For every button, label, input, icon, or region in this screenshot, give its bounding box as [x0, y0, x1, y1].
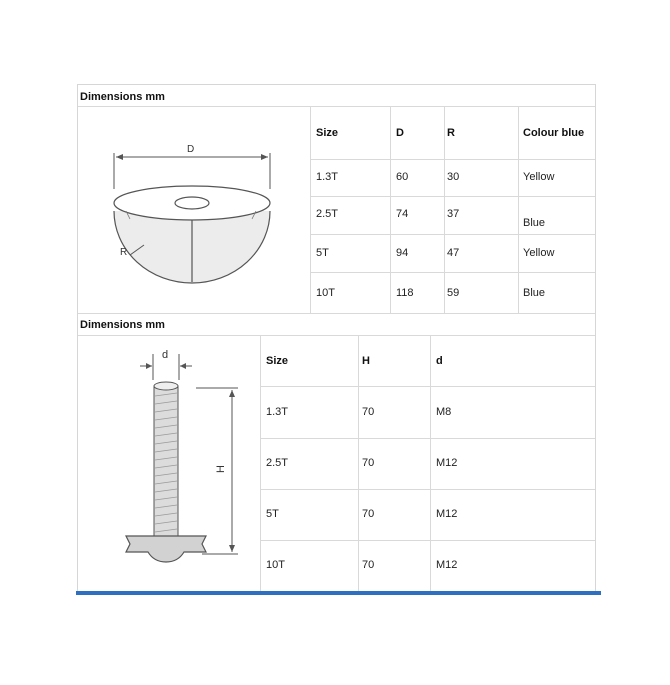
table-cell: Blue	[523, 287, 546, 299]
divider	[78, 313, 595, 314]
table-cell: 30	[447, 171, 460, 183]
r-dimension-label: R	[120, 247, 128, 258]
column-header: H	[362, 355, 370, 367]
accent-bar	[76, 591, 601, 595]
column-header: R	[447, 127, 455, 139]
column-header: Colour blue	[523, 127, 585, 139]
table-cell: M12	[436, 508, 458, 520]
h-dimension-label: H	[215, 465, 227, 473]
table-cell: 10T	[316, 287, 335, 299]
table-cell: 70	[362, 559, 375, 571]
d-dimension-label: d	[162, 349, 169, 361]
table-cell: M12	[436, 559, 458, 571]
table-cell: 1.3T	[316, 171, 339, 183]
table-cell: Yellow	[523, 171, 555, 183]
d-dimension-label: D	[187, 144, 195, 155]
table-cell: 5T	[266, 508, 279, 520]
table-cell: 70	[362, 508, 375, 520]
table-cell: 10T	[266, 559, 285, 571]
section2-title: Dimensions mm	[80, 319, 165, 331]
threaded-bolt-diagram	[78, 336, 258, 590]
section1-title: Dimensions mm	[80, 91, 165, 103]
table-cell: 5T	[316, 247, 329, 259]
column-header: Size	[316, 127, 339, 139]
divider	[260, 336, 261, 593]
divider	[310, 107, 311, 313]
column-header: d	[436, 355, 443, 367]
table-cell: 2.5T	[266, 457, 289, 469]
table-cell: 1.3T	[266, 406, 289, 418]
table-cell: 94	[396, 247, 409, 259]
table-cell: 74	[396, 208, 409, 220]
table-cell: M12	[436, 457, 458, 469]
table-cell: 70	[362, 457, 375, 469]
table-cell: 60	[396, 171, 409, 183]
table-cell: M8	[436, 406, 452, 418]
table-cell: Yellow	[523, 247, 555, 259]
table-cell: 2.5T	[316, 208, 339, 220]
table-cell: 47	[447, 247, 460, 259]
table-cell: 59	[447, 287, 460, 299]
hemisphere-diagram	[78, 107, 308, 307]
table-cell: 118	[396, 287, 414, 299]
table-cell: Blue	[523, 217, 546, 229]
column-header: Size	[266, 355, 289, 367]
column-header: D	[396, 127, 404, 139]
dimensions-sheet	[77, 84, 596, 592]
table-cell: 37	[447, 208, 460, 220]
table-cell: 70	[362, 406, 375, 418]
